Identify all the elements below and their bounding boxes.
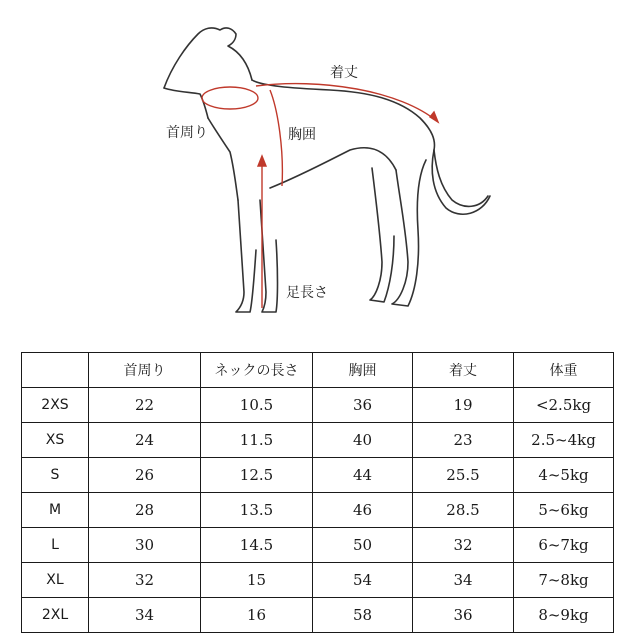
table-row — [22, 598, 614, 633]
cell-neck: 30 — [89, 528, 201, 563]
header-cell-body-length: 着丈 — [413, 353, 514, 388]
table-row — [22, 423, 614, 458]
cell-neck-length: 12.5 — [201, 458, 313, 493]
size-table — [21, 352, 614, 633]
table-row — [22, 388, 614, 423]
body-length-label: 着丈 — [330, 65, 358, 81]
cell-chest: 36 — [313, 388, 413, 423]
cell-size: XL — [22, 563, 89, 598]
cell-neck: 32 — [89, 563, 201, 598]
body-length-measure-line — [256, 84, 438, 122]
cell-neck-length: 11.5 — [201, 423, 313, 458]
chest-measure-line — [270, 90, 282, 186]
cell-chest: 46 — [313, 493, 413, 528]
cell-chest: 40 — [313, 423, 413, 458]
cell-size: L — [22, 528, 89, 563]
cell-weight: 8~9kg — [514, 598, 614, 633]
cell-body-length: 25.5 — [413, 458, 514, 493]
cell-body-length: 34 — [413, 563, 514, 598]
cell-body-length: 28.5 — [413, 493, 514, 528]
cell-neck-length: 14.5 — [201, 528, 313, 563]
cell-body-length: 36 — [413, 598, 514, 633]
leg-length-label: 足長さ — [286, 285, 328, 301]
cell-size: XS — [22, 423, 89, 458]
cell-neck: 28 — [89, 493, 201, 528]
cell-weight: 7~8kg — [514, 563, 614, 598]
cell-chest: 50 — [313, 528, 413, 563]
table-row — [22, 563, 614, 598]
leg-length-arrowhead — [258, 156, 266, 166]
table-body — [22, 388, 614, 633]
cell-neck-length: 10.5 — [201, 388, 313, 423]
cell-neck-length: 15 — [201, 563, 313, 598]
cell-neck: 34 — [89, 598, 201, 633]
table-row — [22, 493, 614, 528]
cell-body-length: 19 — [413, 388, 514, 423]
table-header-row — [22, 353, 614, 388]
cell-weight: 5~6kg — [514, 493, 614, 528]
cell-neck-length: 16 — [201, 598, 313, 633]
dog-outline — [164, 28, 490, 312]
cell-chest: 58 — [313, 598, 413, 633]
cell-body-length: 32 — [413, 528, 514, 563]
cell-weight: 2.5~4kg — [514, 423, 614, 458]
cell-chest: 54 — [313, 563, 413, 598]
cell-neck-length: 13.5 — [201, 493, 313, 528]
body-length-arrowhead — [430, 112, 438, 122]
cell-neck: 24 — [89, 423, 201, 458]
neck-label: 首周り — [166, 125, 208, 141]
header-cell-neck: 首周り — [89, 353, 201, 388]
table-row — [22, 458, 614, 493]
cell-weight: 4~5kg — [514, 458, 614, 493]
header-cell-chest: 胸囲 — [313, 353, 413, 388]
header-cell-neck-length: ネックの長さ — [201, 353, 313, 388]
chest-label: 胸囲 — [288, 127, 316, 143]
header-cell-size — [22, 353, 89, 388]
neck-measure-line — [202, 87, 258, 109]
cell-body-length: 23 — [413, 423, 514, 458]
cell-neck: 22 — [89, 388, 201, 423]
cell-size: 2XL — [22, 598, 89, 633]
size-chart — [21, 352, 613, 633]
table-row — [22, 528, 614, 563]
header-cell-weight: 体重 — [514, 353, 614, 388]
cell-chest: 44 — [313, 458, 413, 493]
cell-size: M — [22, 493, 89, 528]
cell-neck: 26 — [89, 458, 201, 493]
cell-size: S — [22, 458, 89, 493]
cell-weight: <2.5kg — [514, 388, 614, 423]
cell-size: 2XS — [22, 388, 89, 423]
cell-weight: 6~7kg — [514, 528, 614, 563]
